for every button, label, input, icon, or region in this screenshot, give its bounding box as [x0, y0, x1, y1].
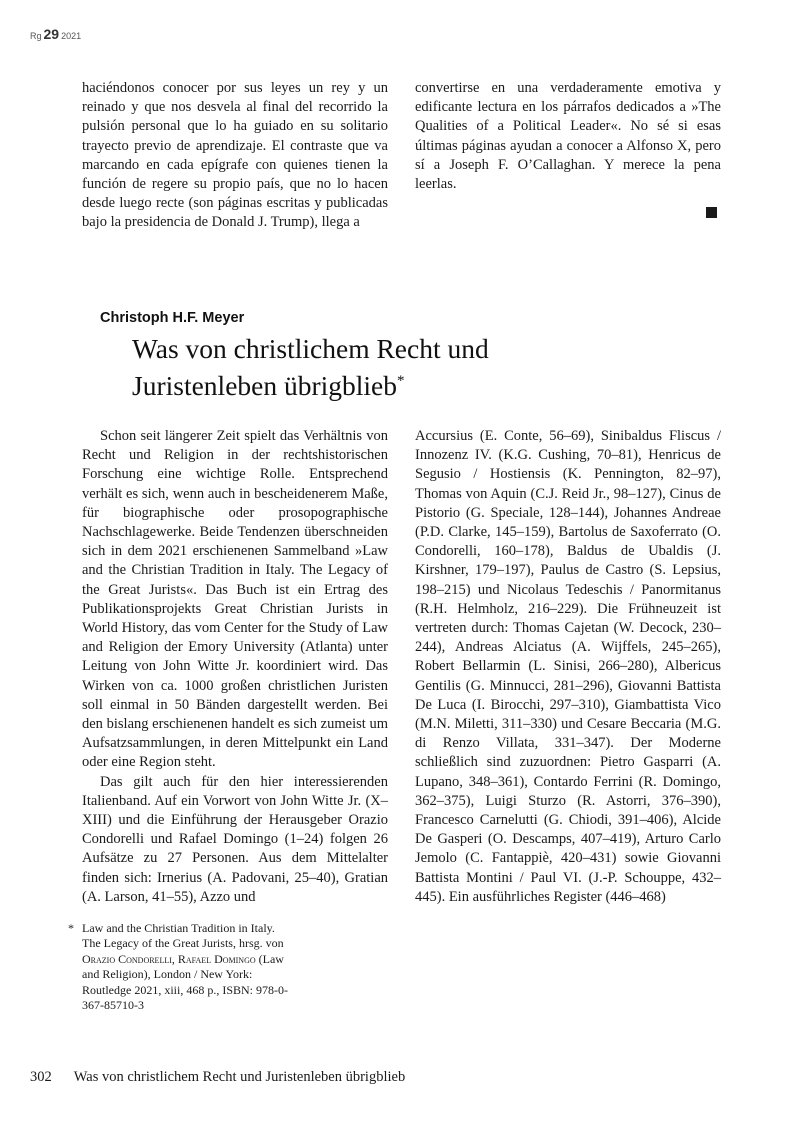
article-title: [132, 332, 692, 402]
footnote-publication-details: (Law and Religion), London / New York: Routledge 2021, xiii, 468 p., ISBN: 978-0-367-85710-3: [82, 951, 288, 1013]
article-body-right-column: [415, 427, 721, 907]
footnote-reference-mark: *: [397, 373, 405, 389]
footnote: [68, 921, 288, 1013]
footnote-text: [82, 921, 288, 1013]
page-footer: [30, 1069, 405, 1086]
footnote-book-title: Law and the Christian Tradition in Italy. The Legacy of the Great Jurists, hrsg. von: [82, 921, 284, 951]
article-paragraph-1: Schon seit längerer Zeit spielt das Verhältnis von Recht und Religion in der rechtshistorischen Forschung eine wichtige Rolle. Entsprechend verhält es sich, wenn auch in bescheidenerem Maße, für biographische oder prosopographische Nachschlagewerke. Beide Tendenzen überschneiden sich in dem 2021 erschienenen Sammelband »Law and the Christian Tradition in Italy. The Legacy of the Great Jurists«. Das Buch ist ein Ertrag des Publikationsprojekts Great Christian Jurists in World History, das vom Center for the Study of Law and Religion der Emory University (Atlanta) unter Leitung von John Witte Jr. koordiniert wird. Das Wirken von ca. 1000 großen christlichen Juristen soll einmal in 50 Bänden dargestellt werden. Bei den bislang erschienenen handelt es sich zumeist um Aufsatzsammlungen, in deren Mittelpunkt ein Land oder eine Region steht.: [82, 428, 388, 771]
journal-year: 2021: [61, 31, 82, 41]
page-number: 302: [30, 1069, 52, 1085]
article-paragraph-continued: Accursius (E. Conte, 56–69), Sinibaldus Fliscus / Innozenz IV. (K.G. Cushing, 70–81), Henricus de Segusio / Hostiensis (K. Pennington, 82–97), Thomas von Aquin (C.J. Reid Jr., 98–127), Cinus de Pistorio (G. Speciale, 128–144), Johannes Andreae (P.D. Clarke, 145–159), Bartolus de Saxoferrato (O. Condorelli, 160–178), Baldus de Ubaldis (J. Kirshner, 179–197), Paulus de Castro (S. Lepsius, 198–215) und Nicolaus Tedeschis / Panormitanus (R.H. Helmholz, 216–229). Die Frühneuzeit ist vertreten durch: Thomas Cajetan (W. Decock, 230–244), Andreas Alciatus (A. Wijffels, 245–265), Robert Bellarmin (L. Sinisi, 266–280), Albericus Gentilis (G. Minnucci, 281–296), Giovanni Battista De Luca (I. Birocchi, 297–310), Giambattista Vico (M.N. Miletti, 311–330) und Cesare Beccaria (M.G. di Renzo Villata, 331–347). Der Moderne schließlich sind zuzuordnen: Pietro Gasparri (A. Lupano, 348–361), Contardo Ferrini (R. Domingo, 362–375), Luigi Sturzo (R. Astorri, 376–390), Francesco Carnelutti (G. Chiodi, 391–406), Alcide De Gasperi (O. Descamps, 407–419), Arturo Carlo Jemolo (C. Fantappiè, 420–431) sowie Giovanni Battista Montini / Paul VI. (J.-P. Schouppe, 432–445). Ein ausführliches Register (446–468): [415, 428, 721, 905]
footnote-separator: ,: [171, 951, 178, 966]
article-title-line-2: Juristenleben übrigblieb: [132, 370, 398, 402]
article-author: Christoph H.F. Meyer: [100, 310, 245, 326]
article-paragraph-2: Das gilt auch für den hier interessierenden Italienband. Auf ein Vorwort von John Witte Jr. (X–XIII) und die Einführung der Herausgeber Orazio Condorelli und Rafael Domingo (1–24) folgen 26 Aufsätze zu 27 Personen. Aus dem Mittelalter finden sich: Irnerius (A. Padovani, 25–40), Gratian (A. Larson, 41–55), Azzo und: [82, 773, 388, 905]
article-title-line-1: Was von christlichem Recht und: [132, 333, 489, 364]
article-body-left-column: [82, 427, 388, 907]
volume-number: 29: [43, 26, 60, 42]
footnote-mark: *: [68, 921, 74, 935]
footer-running-title: Was von christlichem Recht und Juristenleben übrigblieb: [73, 1069, 406, 1085]
end-of-article-square-icon: [706, 207, 717, 218]
running-head: [30, 26, 81, 42]
previous-review-paragraph-right: convertirse en una verdaderamente emotiva y edificante lectura en los párrafos dedicados a »The Qualities of a Political Leader«. No sé si esas últimas páginas ayudan a conocer a Alfonso X, pero sí a Joseph F. O’Callaghan. Y merece la pena leerlas.: [415, 80, 721, 193]
footnote-editor-1: Orazio Condorelli: [82, 951, 172, 966]
previous-review-right-column: [415, 79, 721, 194]
previous-review-left-column: [82, 79, 388, 233]
journal-abbrev: Rg: [30, 31, 42, 41]
previous-review-paragraph-left: haciéndonos conocer por sus leyes un rey y un reinado y que nos desvela al final del recorrido la pulsión personal que lo ha guiado en su solitario trayecto previo de aprendizaje. El contraste que va marcando en cada epígrafe con quienes tienen la función de regere su propio país, que no lo hacen desde luego recte (son páginas escritas y publicadas bajo la presidencia de Donald J. Trump), llega a: [82, 80, 388, 231]
footnote-editor-2: Rafael Domingo: [177, 951, 256, 966]
